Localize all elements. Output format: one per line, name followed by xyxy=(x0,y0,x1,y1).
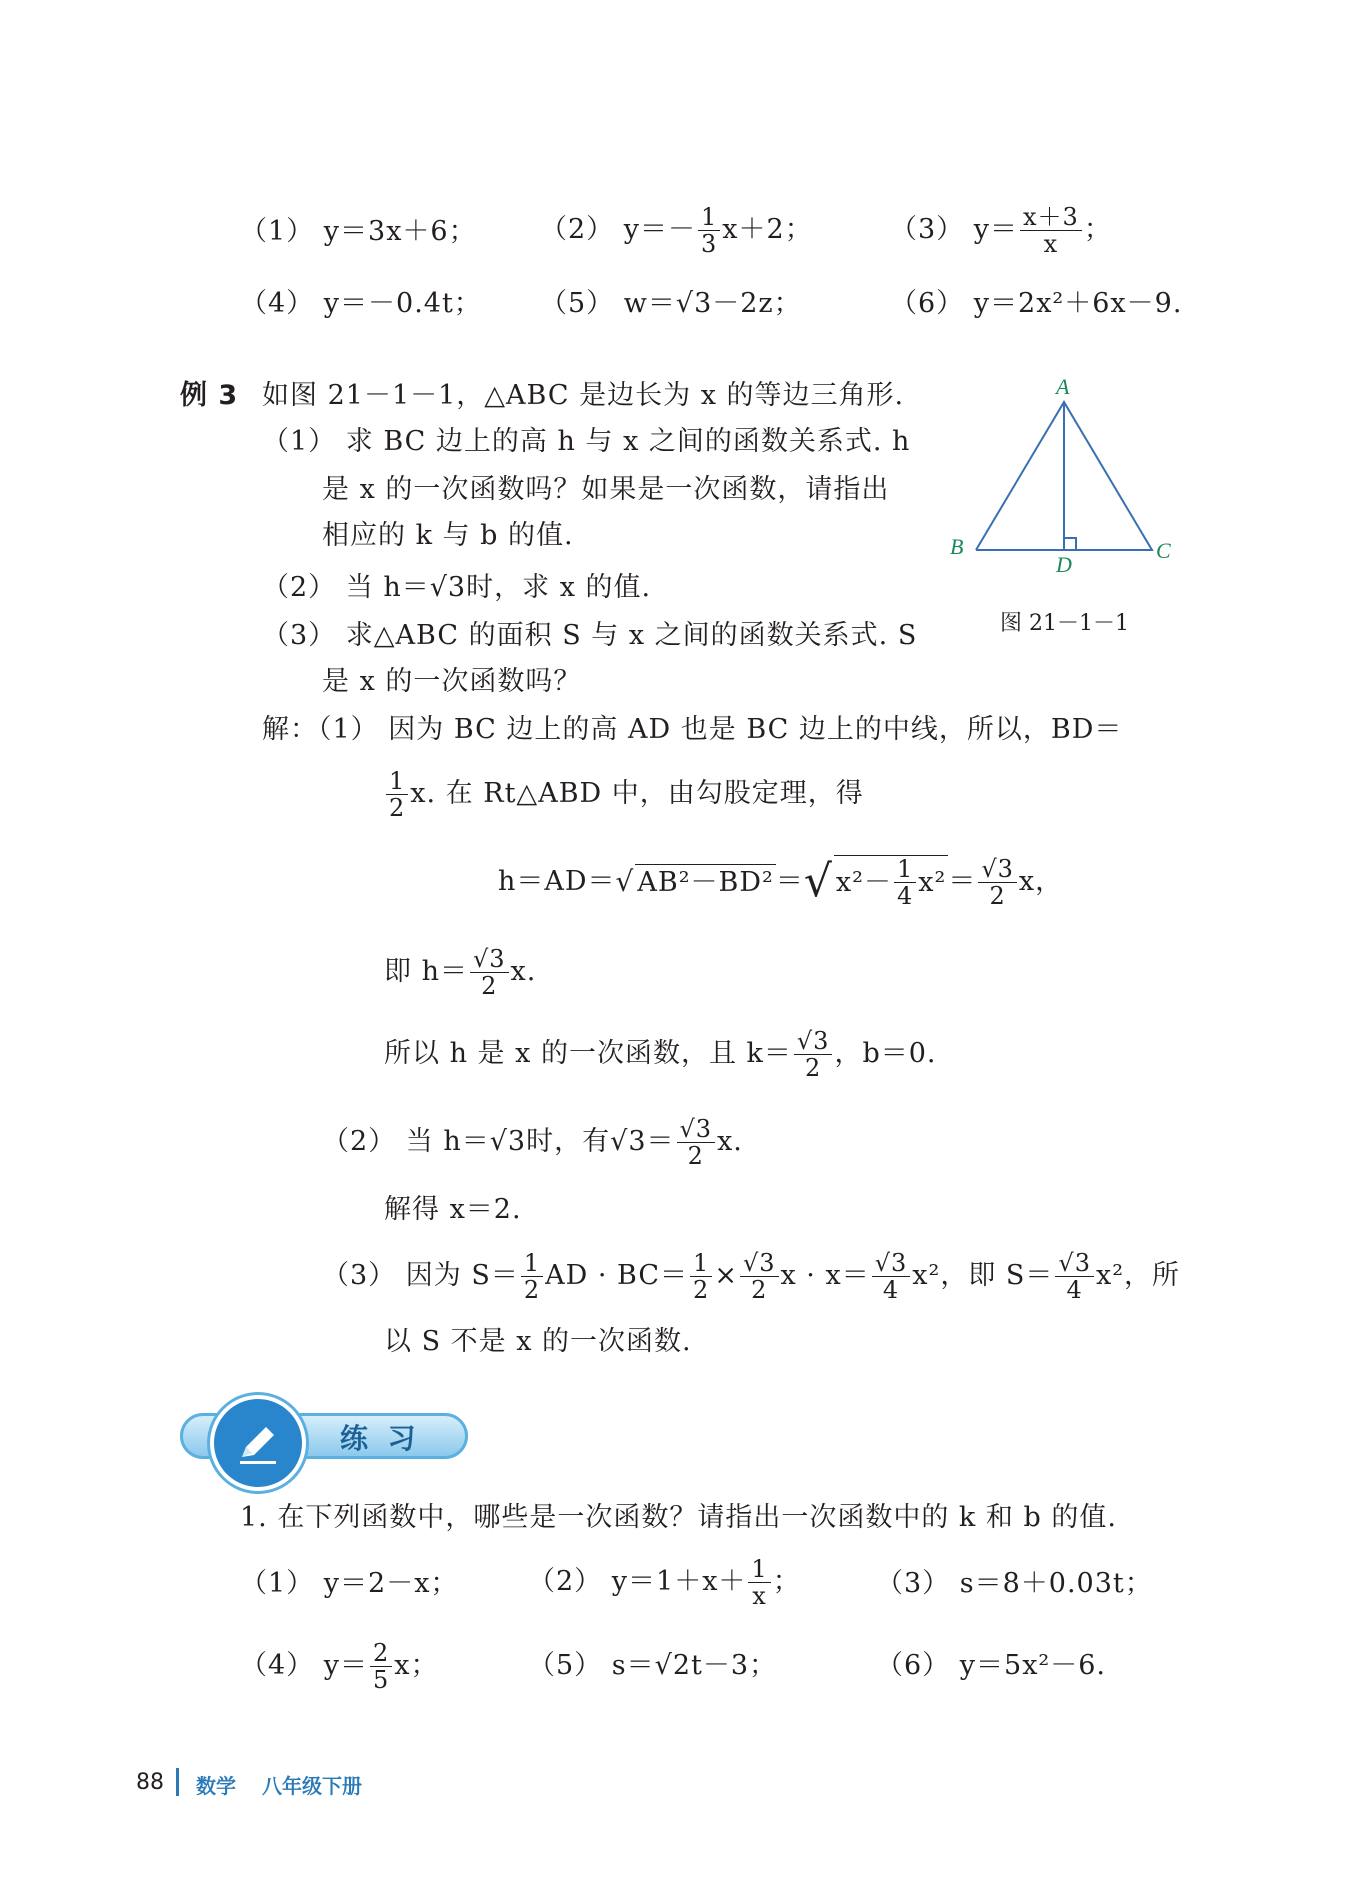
example-label: 例 3 xyxy=(180,380,239,411)
practice-item-1: （1） y＝2－x； xyxy=(240,1568,459,1599)
banner-title: 练 习 xyxy=(340,1422,416,1455)
example-q1-line3: 相应的 k 与 b 的值. xyxy=(322,520,574,551)
sqrt-symbol: √ xyxy=(615,865,635,898)
triangle-shape xyxy=(976,402,1152,550)
vertex-d-label: D xyxy=(1056,552,1072,577)
example-q3-line2: 是 x 的一次函数吗？ xyxy=(322,666,582,697)
practice-item-4: （4） y＝ $\frac{2}{5}$ x； xyxy=(240,1638,439,1694)
practice-q1: 1. 在下列函数中，哪些是一次函数？请指出一次函数中的 k 和 b 的值. xyxy=(240,1502,1117,1533)
pythagorean-equation: h＝AD＝ √ AB²－BD² ＝ √ x²－ $\frac{1}{4}$ x² ＝ $\frac{√3}{2}$ x， xyxy=(498,854,1064,910)
solution-2-solve: 解得 x＝2. xyxy=(384,1194,522,1225)
solution-ji: 即 h＝ $\frac{√3}{2}$ x. xyxy=(384,944,537,1000)
example-q2: （2） 当 h＝√3时，求 x 的值. xyxy=(262,572,652,603)
triangle-figure xyxy=(940,370,1180,580)
exercise-item-1: （1） y＝3x＋6； xyxy=(240,216,477,247)
figure-caption: 图 21－1－1 xyxy=(1000,611,1129,636)
pencil-icon xyxy=(232,1417,284,1469)
solution-3-line1: （3） 因为 S＝ $\frac{1}{2}$ AD · BC＝ $\frac{1}{2}$ × $\frac{√3}{2}$ x · x＝ $\frac{√3}{4}$ x²，即 S＝ $\frac{√3}{4}$ x²，所 xyxy=(322,1248,1181,1304)
footer-divider xyxy=(176,1768,179,1796)
example-q1-line2: 是 x 的一次函数吗？如果是一次函数，请指出 xyxy=(322,474,890,505)
practice-item-2: （2） y＝1＋x＋ $\frac{1}{x}$ ； xyxy=(528,1554,801,1610)
practice-item-3: （3） s＝8＋0.03t； xyxy=(876,1568,1153,1599)
page-number: 88 xyxy=(136,1770,164,1795)
example-q3-line1: （3） 求△ABC 的面积 S 与 x 之间的函数关系式. S xyxy=(262,620,918,651)
solution-conclusion-1: 所以 h 是 x 的一次函数，且 k＝ $\frac{√3}{2}$ ，b＝0. xyxy=(384,1026,937,1082)
exercise-item-3: （3） y＝ $\frac{x+3}{x}$ ； xyxy=(890,202,1112,258)
example-intro: 如图 21－1－1，△ABC 是边长为 x 的等边三角形. xyxy=(262,380,905,411)
practice-item-6: （6） y＝5x²－6. xyxy=(876,1650,1107,1681)
solution-1-line2: $\frac{1}{2}$ x. 在 Rt△ABD 中，由勾股定理，得 xyxy=(384,764,864,824)
example-q1-line1: （1） 求 BC 边上的高 h 与 x 之间的函数关系式. h xyxy=(262,426,911,457)
exercise-item-6: （6） y＝2x²＋6x－9. xyxy=(890,288,1183,319)
exercise-item-2: （2） y＝－ $\frac{1}{3}$ x＋2； xyxy=(540,202,813,258)
pencil-badge xyxy=(210,1395,306,1491)
solution-1-line1: 解：（1） 因为 BC 边上的高 AD 也是 BC 边上的中线，所以，BD＝ xyxy=(262,714,1123,745)
solution-2: （2） 当 h＝√3时，有√3＝ $\frac{√3}{2}$ x. xyxy=(322,1114,743,1170)
solution-3-line2: 以 S 不是 x 的一次函数. xyxy=(384,1326,692,1357)
sqrt-symbol-large: √ xyxy=(803,856,833,907)
practice-banner xyxy=(180,1395,470,1487)
practice-item-5: （5） s＝√2t－3； xyxy=(528,1650,778,1681)
footer-grade: 八年级下册 xyxy=(262,1774,362,1798)
vertex-b-label: B xyxy=(950,534,964,559)
vertex-a-label: A xyxy=(1056,374,1070,399)
exercise-item-5: （5） w＝√3－2z； xyxy=(540,288,802,319)
exercise-item-4: （4） y＝－0.4t； xyxy=(240,288,482,319)
footer-subject: 数学 xyxy=(196,1774,236,1798)
vertex-c-label: C xyxy=(1156,538,1171,563)
